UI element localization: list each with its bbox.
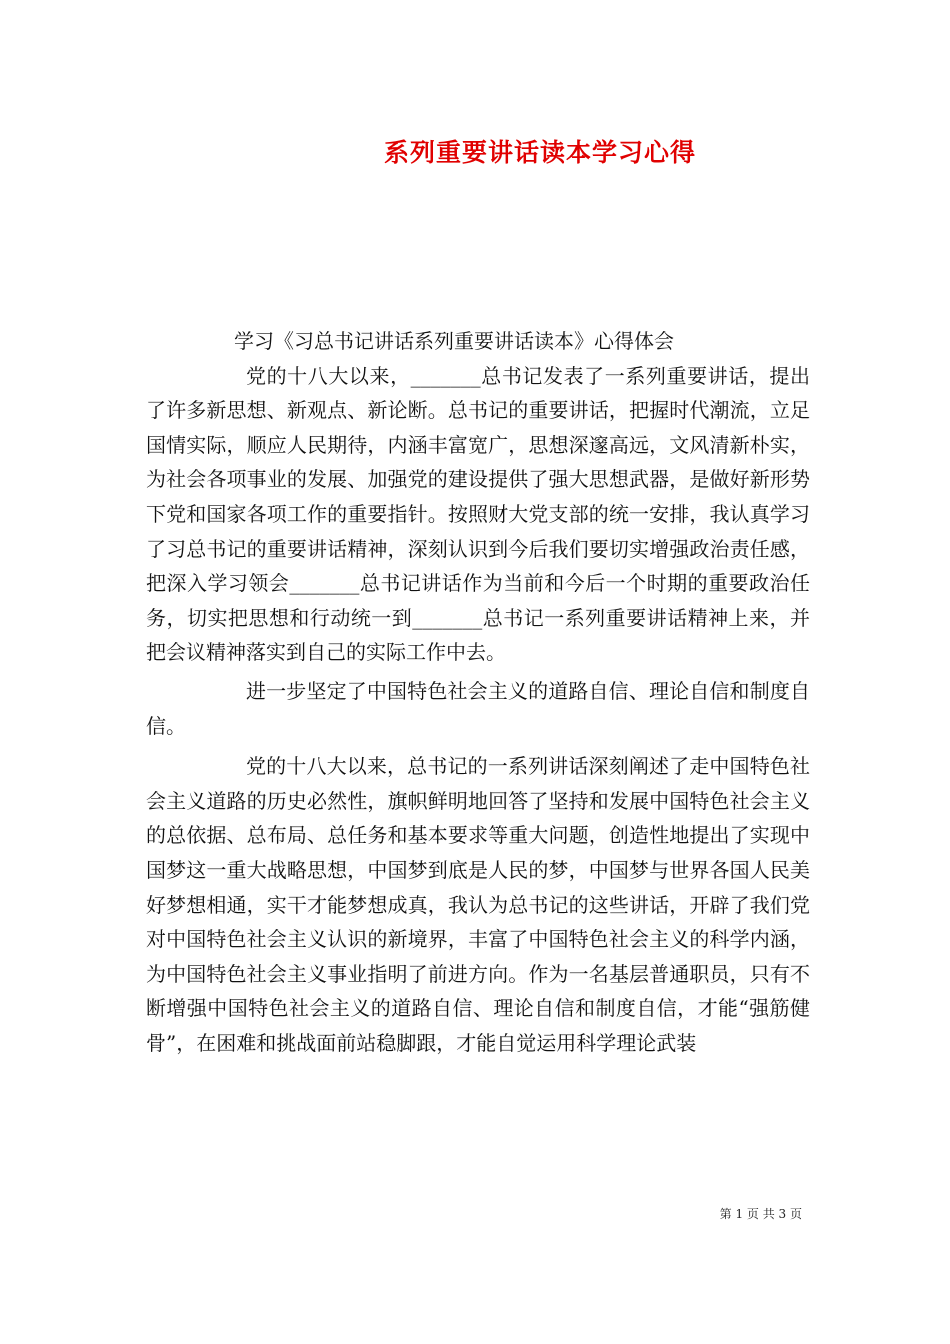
paragraph-1: 党的十八大以来，_______总书记发表了一系列重要讲话，提出了许多新思想、新观点、新论断。总书记的重要讲话，把握时代潮流，立足国情实际，顺应人民期待，内涵丰富宽广，思想深邃高远，文风清新朴实，为社会各项事业的发展、加强党的建设提供了强大思想武器，是做好新形势下党和国家各项工作的重要指针。按照财大党支部的统一安排，我认真学习了习总书记的重要讲话精神，深刻认识到今后我们要切实增强政治责任感，把深入学习领会_______总书记讲话作为当前和今后一个时期的重要政治任务，切实把思想和行动统一到_______总书记一系列重要讲话精神上来，并把会议精神落实到自己的实际工作中去。: [146, 363, 810, 665]
paragraph-3: 党的十八大以来，总书记的一系列讲话深刻阐述了走中国特色社会主义道路的历史必然性，旗帜鲜明地回答了坚持和发展中国特色社会主义的总依据、总布局、总任务和基本要求等重大问题，创造性地提出了实现中国梦这一重大战略思想，中国梦到底是人民的梦，中国梦与世界各国人民美好梦想相通，实干才能梦想成真，我认为总书记的这些讲话，开辟了我们党对中国特色社会主义认识的新境界，丰富了中国特色社会主义的科学内涵，为中国特色社会主义事业指明了前进方向。作为一名基层普通职员，只有不断增强中国特色社会主义的道路自信、理论自信和制度自信，才能“强筋健骨”，在困难和挑战面前站稳脚跟，才能自觉运用科学理论武装: [146, 754, 810, 1055]
page-title: 系列重要讲话读本学习心得: [383, 138, 696, 167]
paragraph-2: 进一步坚定了中国特色社会主义的道路自信、理论自信和制度自信。: [146, 678, 810, 738]
page-number-footer: 第 1 页 共 3 页: [719, 1207, 802, 1221]
document-body: [146, 324, 810, 1060]
document-subtitle: 学习《习总书记讲话系列重要讲话读本》心得体会: [234, 329, 674, 353]
